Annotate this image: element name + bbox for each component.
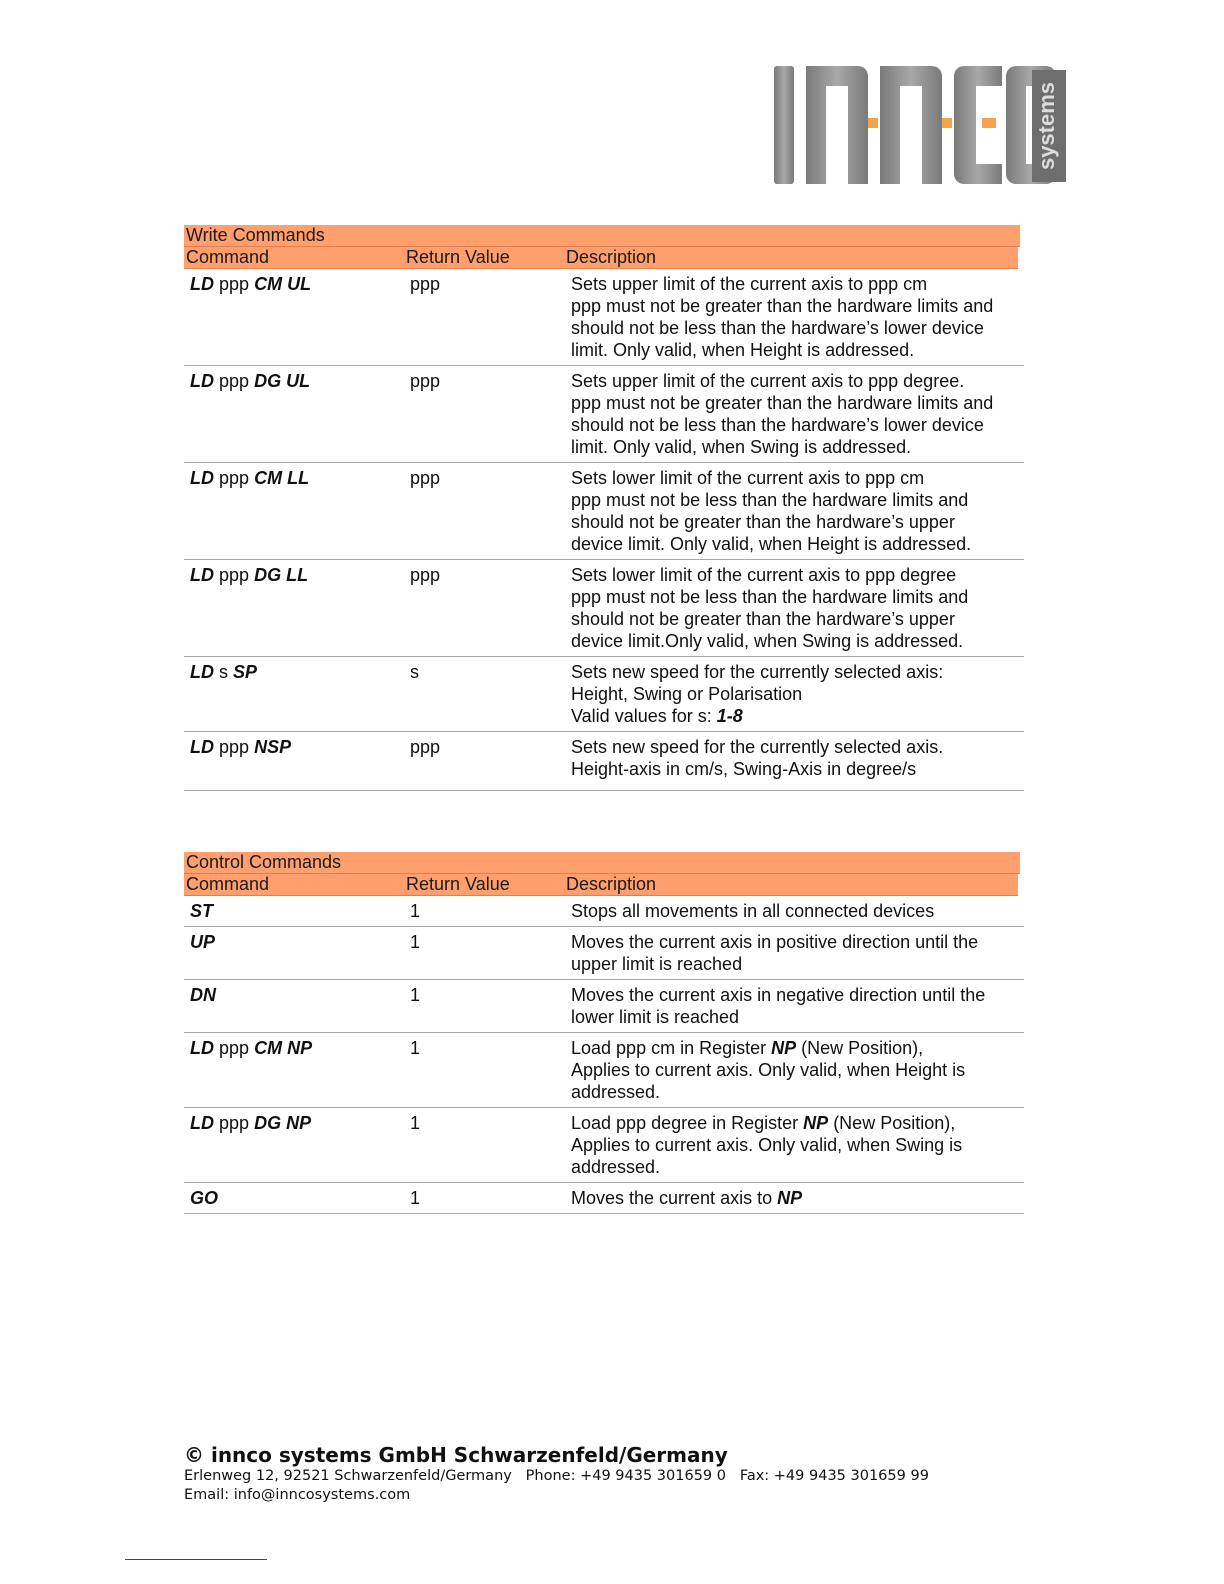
header-description: Description <box>566 247 657 267</box>
command-cell: ST <box>190 901 214 921</box>
footnote-divider <box>125 1559 267 1560</box>
return-cell: ppp <box>410 565 441 585</box>
return-cell: ppp <box>410 371 441 391</box>
header-return-value: Return Value <box>406 247 510 267</box>
description-cell: Sets upper limit of the current axis to ppp degree. ppp must not be greater than the hardware limits and should not be less than the hardware’s lower device limit. Only valid, when Swing is addressed. <box>571 371 994 457</box>
command-cell: LD ppp NSP <box>190 737 292 757</box>
table-row <box>184 657 1024 732</box>
table-title: Control Commands <box>184 852 1020 874</box>
command-cell: GO <box>190 1188 219 1208</box>
description-cell: Moves the current axis to NP <box>571 1188 803 1208</box>
table-row <box>184 1183 1024 1214</box>
table-row <box>184 366 1024 463</box>
footer-address: Erlenweg 12, 92521 Schwarzenfeld/Germany Phone: +49 9435 301659 0 Fax: +49 9435 301659 99 <box>184 1468 929 1484</box>
table-row <box>184 927 1024 980</box>
description-cell: Sets lower limit of the current axis to ppp cm ppp must not be less than the hardware limits and should not be greater than the hardware’s upper device limit. Only valid, when Height is addressed. <box>571 468 972 554</box>
return-cell: s <box>410 662 419 682</box>
write-commands-table <box>184 225 1024 791</box>
return-cell: 1 <box>410 985 421 1005</box>
description-cell: Sets lower limit of the current axis to ppp degree ppp must not be less than the hardware limits and should not be greater than the hardware’s upper device limit.Only valid, when Swing is addressed. <box>571 565 969 651</box>
description-cell: Load ppp cm in Register NP (New Position), Applies to current axis. Only valid, when Height is addressed. <box>571 1038 966 1102</box>
header-command: Command <box>186 247 270 267</box>
table-row <box>184 896 1024 927</box>
return-cell: 1 <box>410 1188 421 1208</box>
return-cell: ppp <box>410 274 441 294</box>
command-cell: LD ppp DG UL <box>190 371 311 391</box>
footer-email: Email: info@inncosystems.com <box>184 1487 411 1503</box>
table-row <box>184 269 1024 366</box>
command-cell: LD s SP <box>190 662 258 682</box>
description-cell: Sets new speed for the currently selected axis: Height, Swing or Polarisation Valid values for s: 1-8 <box>571 662 944 726</box>
control-commands-table <box>184 852 1024 1214</box>
return-cell: 1 <box>410 1113 421 1133</box>
command-cell: LD ppp DG LL <box>190 565 309 585</box>
table-row <box>184 1108 1024 1183</box>
command-cell: DN <box>190 985 216 1005</box>
header-command: Command <box>186 874 270 894</box>
return-cell: ppp <box>410 737 441 757</box>
return-cell: 1 <box>410 901 421 921</box>
header-description: Description <box>566 874 657 894</box>
description-cell: Moves the current axis in positive direction until the upper limit is reached <box>571 932 979 974</box>
logo-systems-text: systems <box>1034 81 1059 171</box>
table-row <box>184 560 1024 657</box>
description-cell: Stops all movements in all connected devices <box>571 901 935 921</box>
table-row <box>184 463 1024 560</box>
description-cell: Sets upper limit of the current axis to ppp cm ppp must not be greater than the hardware limits and should not be less than the hardware’s lower device limit. Only valid, when Height is addressed. <box>571 274 994 360</box>
page-footer <box>184 1443 929 1505</box>
return-cell: 1 <box>410 932 421 952</box>
table-header <box>184 874 1018 896</box>
return-cell: 1 <box>410 1038 421 1058</box>
table-row <box>184 980 1024 1033</box>
description-cell: Sets new speed for the currently selected axis. Height-axis in cm/s, Swing-Axis in degree/s <box>571 737 944 779</box>
table-header <box>184 247 1018 269</box>
command-cell: LD ppp CM UL <box>190 274 312 294</box>
footer-company: © innco systems GmbH Schwarzenfeld/Germany <box>184 1443 728 1467</box>
command-cell: LD ppp CM NP <box>190 1038 313 1058</box>
command-cell: UP <box>190 932 216 952</box>
table-title: Write Commands <box>184 225 1020 247</box>
description-cell: Moves the current axis in negative direction until the lower limit is reached <box>571 985 986 1027</box>
command-cell: LD ppp CM LL <box>190 468 310 488</box>
description-cell: Load ppp degree in Register NP (New Position), Applies to current axis. Only valid, when Swing is addressed. <box>571 1113 963 1177</box>
innco-logo-graphic <box>770 62 1070 192</box>
table-row <box>184 732 1024 791</box>
table-row <box>184 1033 1024 1108</box>
command-cell: LD ppp DG NP <box>190 1113 312 1133</box>
header-return-value: Return Value <box>406 874 510 894</box>
return-cell: ppp <box>410 468 441 488</box>
innco-logo <box>770 62 1070 192</box>
